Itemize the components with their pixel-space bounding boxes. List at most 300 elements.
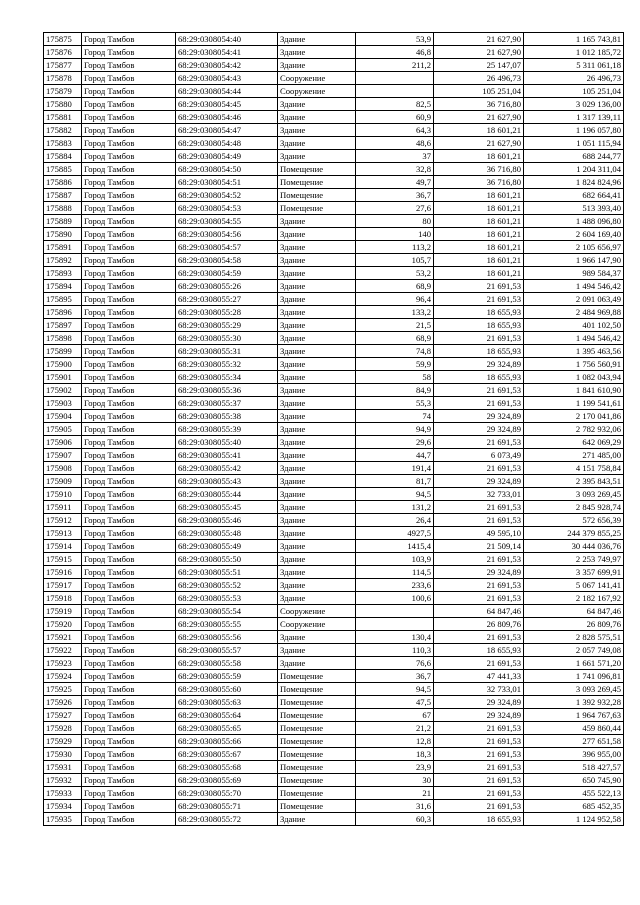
cadastral-number-cell: 68:29:0308055:52	[176, 579, 278, 592]
city-cell: Город Тамбов	[82, 98, 176, 111]
cadastral-value-cell: 1 082 043,94	[524, 371, 624, 384]
table-row	[44, 137, 624, 150]
area-cell: 32,8	[356, 163, 434, 176]
cadastral-number-cell: 68:29:0308055:57	[176, 644, 278, 657]
object-type-cell: Помещение	[278, 709, 356, 722]
cadastral-value-cell: 1 756 560,91	[524, 358, 624, 371]
cadastral-value-cell: 2 604 169,40	[524, 228, 624, 241]
area-cell: 53,9	[356, 33, 434, 46]
cadastral-value-cell: 2 253 749,97	[524, 553, 624, 566]
row-number-cell: 175926	[44, 696, 82, 709]
cadastral-value-cell: 2 782 932,06	[524, 423, 624, 436]
area-cell	[356, 72, 434, 85]
city-cell: Город Тамбов	[82, 46, 176, 59]
cadastral-number-cell: 68:29:0308055:70	[176, 787, 278, 800]
city-cell: Город Тамбов	[82, 176, 176, 189]
cadastral-number-cell: 68:29:0308054:58	[176, 254, 278, 267]
unit-cost-cell: 21 691,53	[434, 397, 524, 410]
row-number-cell: 175883	[44, 137, 82, 150]
object-type-cell: Здание	[278, 449, 356, 462]
cadastral-value-cell: 26 809,76	[524, 618, 624, 631]
row-number-cell: 175935	[44, 813, 82, 826]
row-number-cell: 175890	[44, 228, 82, 241]
cadastral-value-cell: 455 522,13	[524, 787, 624, 800]
row-number-cell: 175908	[44, 462, 82, 475]
cadastral-value-cell: 513 393,40	[524, 202, 624, 215]
unit-cost-cell: 6 073,49	[434, 449, 524, 462]
cadastral-number-cell: 68:29:0308054:49	[176, 150, 278, 163]
unit-cost-cell: 36 716,80	[434, 98, 524, 111]
row-number-cell: 175910	[44, 488, 82, 501]
unit-cost-cell: 29 324,89	[434, 696, 524, 709]
city-cell: Город Тамбов	[82, 475, 176, 488]
cadastral-value-cell: 1 196 057,80	[524, 124, 624, 137]
cadastral-number-cell: 68:29:0308055:59	[176, 670, 278, 683]
table-row	[44, 449, 624, 462]
city-cell: Город Тамбов	[82, 436, 176, 449]
unit-cost-cell: 18 601,21	[434, 150, 524, 163]
object-type-cell: Здание	[278, 384, 356, 397]
unit-cost-cell: 105 251,04	[434, 85, 524, 98]
cadastral-value-cell: 2 845 928,74	[524, 501, 624, 514]
unit-cost-cell: 21 691,53	[434, 436, 524, 449]
table-row	[44, 215, 624, 228]
object-type-cell: Сооружение	[278, 605, 356, 618]
cadastral-value-cell: 401 102,50	[524, 319, 624, 332]
cadastral-value-cell: 4 151 758,84	[524, 462, 624, 475]
row-number-cell: 175877	[44, 59, 82, 72]
row-number-cell: 175904	[44, 410, 82, 423]
object-type-cell: Здание	[278, 332, 356, 345]
table-row	[44, 189, 624, 202]
object-type-cell: Здание	[278, 553, 356, 566]
area-cell: 29,6	[356, 436, 434, 449]
area-cell: 68,9	[356, 332, 434, 345]
object-type-cell: Помещение	[278, 670, 356, 683]
row-number-cell: 175927	[44, 709, 82, 722]
object-type-cell: Здание	[278, 657, 356, 670]
area-cell: 131,2	[356, 501, 434, 514]
table-row	[44, 280, 624, 293]
object-type-cell: Помещение	[278, 683, 356, 696]
area-cell: 96,4	[356, 293, 434, 306]
cadastral-value-cell: 1 741 096,81	[524, 670, 624, 683]
area-cell: 48,6	[356, 137, 434, 150]
unit-cost-cell: 21 691,53	[434, 761, 524, 774]
object-type-cell: Здание	[278, 592, 356, 605]
city-cell: Город Тамбов	[82, 800, 176, 813]
unit-cost-cell: 26 496,73	[434, 72, 524, 85]
unit-cost-cell: 21 691,53	[434, 631, 524, 644]
cadastral-number-cell: 68:29:0308055:26	[176, 280, 278, 293]
unit-cost-cell: 29 324,89	[434, 358, 524, 371]
cadastral-number-cell: 68:29:0308054:48	[176, 137, 278, 150]
cadastral-number-cell: 68:29:0308055:55	[176, 618, 278, 631]
object-type-cell: Здание	[278, 46, 356, 59]
object-type-cell: Здание	[278, 371, 356, 384]
object-type-cell: Здание	[278, 436, 356, 449]
table-row	[44, 241, 624, 254]
table-row	[44, 176, 624, 189]
area-cell: 94,5	[356, 683, 434, 696]
cadastral-value-cell: 1 841 610,90	[524, 384, 624, 397]
area-cell: 81,7	[356, 475, 434, 488]
cadastral-value-cell: 1 012 185,72	[524, 46, 624, 59]
cadastral-value-cell: 1 165 743,81	[524, 33, 624, 46]
table-row	[44, 111, 624, 124]
unit-cost-cell: 21 691,53	[434, 657, 524, 670]
cadastral-number-cell: 68:29:0308055:72	[176, 813, 278, 826]
cadastral-value-cell: 1 124 952,58	[524, 813, 624, 826]
city-cell: Город Тамбов	[82, 111, 176, 124]
area-cell: 60,9	[356, 111, 434, 124]
unit-cost-cell: 21 691,53	[434, 748, 524, 761]
cadastral-value-cell: 989 584,37	[524, 267, 624, 280]
table-row	[44, 254, 624, 267]
area-cell: 49,7	[356, 176, 434, 189]
cadastral-value-cell: 459 860,44	[524, 722, 624, 735]
area-cell: 114,5	[356, 566, 434, 579]
object-type-cell: Здание	[278, 345, 356, 358]
table-row	[44, 72, 624, 85]
object-type-cell: Помещение	[278, 748, 356, 761]
cadastral-number-cell: 68:29:0308054:51	[176, 176, 278, 189]
object-type-cell: Здание	[278, 137, 356, 150]
cadastral-value-cell: 685 452,35	[524, 800, 624, 813]
cadastral-number-cell: 68:29:0308055:66	[176, 735, 278, 748]
area-cell	[356, 605, 434, 618]
city-cell: Город Тамбов	[82, 202, 176, 215]
cadastral-number-cell: 68:29:0308055:68	[176, 761, 278, 774]
table-row	[44, 150, 624, 163]
object-type-cell: Здание	[278, 410, 356, 423]
object-type-cell: Здание	[278, 98, 356, 111]
object-type-cell: Здание	[278, 475, 356, 488]
object-type-cell: Помещение	[278, 722, 356, 735]
cadastral-value-cell: 105 251,04	[524, 85, 624, 98]
cadastral-value-cell: 30 444 036,76	[524, 540, 624, 553]
row-number-cell: 175878	[44, 72, 82, 85]
cadastral-value-cell: 1 204 311,04	[524, 163, 624, 176]
unit-cost-cell: 21 691,53	[434, 280, 524, 293]
cadastral-number-cell: 68:29:0308054:52	[176, 189, 278, 202]
row-number-cell: 175911	[44, 501, 82, 514]
city-cell: Город Тамбов	[82, 527, 176, 540]
unit-cost-cell: 18 601,21	[434, 189, 524, 202]
unit-cost-cell: 18 655,93	[434, 345, 524, 358]
cadastral-value-cell: 2 182 167,92	[524, 592, 624, 605]
city-cell: Город Тамбов	[82, 553, 176, 566]
row-number-cell: 175915	[44, 553, 82, 566]
city-cell: Город Тамбов	[82, 813, 176, 826]
city-cell: Город Тамбов	[82, 722, 176, 735]
cadastral-number-cell: 68:29:0308055:39	[176, 423, 278, 436]
table-row	[44, 410, 624, 423]
table-row	[44, 735, 624, 748]
row-number-cell: 175921	[44, 631, 82, 644]
city-cell: Город Тамбов	[82, 618, 176, 631]
cadastral-number-cell: 68:29:0308055:40	[176, 436, 278, 449]
table-row	[44, 761, 624, 774]
unit-cost-cell: 21 691,53	[434, 722, 524, 735]
table-row	[44, 33, 624, 46]
city-cell: Город Тамбов	[82, 397, 176, 410]
cadastral-number-cell: 68:29:0308055:71	[176, 800, 278, 813]
area-cell: 82,5	[356, 98, 434, 111]
cadastral-number-cell: 68:29:0308055:51	[176, 566, 278, 579]
cadastral-number-cell: 68:29:0308055:32	[176, 358, 278, 371]
cadastral-value-cell: 64 847,46	[524, 605, 624, 618]
row-number-cell: 175879	[44, 85, 82, 98]
unit-cost-cell: 18 655,93	[434, 813, 524, 826]
city-cell: Город Тамбов	[82, 358, 176, 371]
row-number-cell: 175930	[44, 748, 82, 761]
unit-cost-cell: 21 691,53	[434, 579, 524, 592]
cadastral-number-cell: 68:29:0308054:42	[176, 59, 278, 72]
unit-cost-cell: 21 691,53	[434, 553, 524, 566]
row-number-cell: 175891	[44, 241, 82, 254]
area-cell: 23,9	[356, 761, 434, 774]
city-cell: Город Тамбов	[82, 644, 176, 657]
area-cell: 37	[356, 150, 434, 163]
object-type-cell: Помещение	[278, 696, 356, 709]
city-cell: Город Тамбов	[82, 215, 176, 228]
cadastral-number-cell: 68:29:0308055:38	[176, 410, 278, 423]
area-cell: 133,2	[356, 306, 434, 319]
row-number-cell: 175932	[44, 774, 82, 787]
cadastral-number-cell: 68:29:0308055:29	[176, 319, 278, 332]
city-cell: Город Тамбов	[82, 462, 176, 475]
cadastral-number-cell: 68:29:0308055:69	[176, 774, 278, 787]
cadastral-number-cell: 68:29:0308055:58	[176, 657, 278, 670]
object-type-cell: Здание	[278, 215, 356, 228]
table-row	[44, 592, 624, 605]
table-row	[44, 423, 624, 436]
row-number-cell: 175900	[44, 358, 82, 371]
table-row	[44, 683, 624, 696]
object-type-cell: Здание	[278, 280, 356, 293]
table-row	[44, 371, 624, 384]
table-row	[44, 527, 624, 540]
city-cell: Город Тамбов	[82, 293, 176, 306]
area-cell: 4927,5	[356, 527, 434, 540]
table-row	[44, 722, 624, 735]
table-row	[44, 657, 624, 670]
unit-cost-cell: 18 601,21	[434, 267, 524, 280]
cadastral-number-cell: 68:29:0308055:28	[176, 306, 278, 319]
unit-cost-cell: 21 691,53	[434, 514, 524, 527]
city-cell: Город Тамбов	[82, 631, 176, 644]
unit-cost-cell: 21 691,53	[434, 800, 524, 813]
cadastral-value-cell: 2 395 843,51	[524, 475, 624, 488]
row-number-cell: 175917	[44, 579, 82, 592]
unit-cost-cell: 32 733,01	[434, 683, 524, 696]
cadastral-value-cell: 1 966 147,90	[524, 254, 624, 267]
object-type-cell: Здание	[278, 423, 356, 436]
object-type-cell: Здание	[278, 540, 356, 553]
area-cell: 110,3	[356, 644, 434, 657]
row-number-cell: 175881	[44, 111, 82, 124]
table-row	[44, 345, 624, 358]
city-cell: Город Тамбов	[82, 787, 176, 800]
table-row	[44, 501, 624, 514]
row-number-cell: 175914	[44, 540, 82, 553]
table-row	[44, 813, 624, 826]
unit-cost-cell: 18 655,93	[434, 306, 524, 319]
area-cell: 100,6	[356, 592, 434, 605]
row-number-cell: 175882	[44, 124, 82, 137]
cadastral-number-cell: 68:29:0308055:43	[176, 475, 278, 488]
cadastral-value-cell: 3 029 136,00	[524, 98, 624, 111]
unit-cost-cell: 36 716,80	[434, 163, 524, 176]
object-type-cell: Здание	[278, 228, 356, 241]
cadastral-value-cell: 572 656,39	[524, 514, 624, 527]
city-cell: Город Тамбов	[82, 761, 176, 774]
object-type-cell: Помещение	[278, 735, 356, 748]
cadastral-value-cell: 688 244,77	[524, 150, 624, 163]
city-cell: Город Тамбов	[82, 696, 176, 709]
area-cell: 103,9	[356, 553, 434, 566]
city-cell: Город Тамбов	[82, 670, 176, 683]
object-type-cell: Помещение	[278, 800, 356, 813]
cadastral-number-cell: 68:29:0308055:42	[176, 462, 278, 475]
area-cell: 36,7	[356, 189, 434, 202]
area-cell: 130,4	[356, 631, 434, 644]
table-row	[44, 800, 624, 813]
city-cell: Город Тамбов	[82, 683, 176, 696]
row-number-cell: 175897	[44, 319, 82, 332]
row-number-cell: 175929	[44, 735, 82, 748]
cadastral-value-cell: 518 427,57	[524, 761, 624, 774]
unit-cost-cell: 18 601,21	[434, 228, 524, 241]
row-number-cell: 175905	[44, 423, 82, 436]
object-type-cell: Здание	[278, 358, 356, 371]
unit-cost-cell: 18 601,21	[434, 254, 524, 267]
area-cell	[356, 85, 434, 98]
table-row	[44, 579, 624, 592]
object-type-cell: Здание	[278, 267, 356, 280]
cadastral-number-cell: 68:29:0308054:59	[176, 267, 278, 280]
object-type-cell: Здание	[278, 59, 356, 72]
object-type-cell: Помещение	[278, 774, 356, 787]
unit-cost-cell: 21 691,53	[434, 462, 524, 475]
area-cell: 1415,4	[356, 540, 434, 553]
table-row	[44, 475, 624, 488]
cadastral-number-cell: 68:29:0308055:31	[176, 345, 278, 358]
area-cell: 140	[356, 228, 434, 241]
cadastral-number-cell: 68:29:0308054:40	[176, 33, 278, 46]
area-cell: 44,7	[356, 449, 434, 462]
object-type-cell: Здание	[278, 501, 356, 514]
object-type-cell: Здание	[278, 293, 356, 306]
city-cell: Город Тамбов	[82, 124, 176, 137]
row-number-cell: 175928	[44, 722, 82, 735]
area-cell: 191,4	[356, 462, 434, 475]
city-cell: Город Тамбов	[82, 579, 176, 592]
area-cell: 18,3	[356, 748, 434, 761]
area-cell: 67	[356, 709, 434, 722]
row-number-cell: 175901	[44, 371, 82, 384]
row-number-cell: 175896	[44, 306, 82, 319]
cadastral-number-cell: 68:29:0308055:45	[176, 501, 278, 514]
table-row	[44, 202, 624, 215]
object-type-cell: Здание	[278, 631, 356, 644]
table-row	[44, 124, 624, 137]
cadastral-value-cell: 642 069,29	[524, 436, 624, 449]
unit-cost-cell: 21 627,90	[434, 33, 524, 46]
cadastral-number-cell: 68:29:0308055:30	[176, 332, 278, 345]
city-cell: Город Тамбов	[82, 501, 176, 514]
city-cell: Город Тамбов	[82, 189, 176, 202]
unit-cost-cell: 29 324,89	[434, 566, 524, 579]
area-cell: 58	[356, 371, 434, 384]
object-type-cell: Здание	[278, 462, 356, 475]
city-cell: Город Тамбов	[82, 33, 176, 46]
unit-cost-cell: 18 655,93	[434, 371, 524, 384]
cadastral-value-cell: 1 488 096,80	[524, 215, 624, 228]
row-number-cell: 175880	[44, 98, 82, 111]
table-row	[44, 397, 624, 410]
cadastral-value-cell: 2 091 063,49	[524, 293, 624, 306]
cadastral-number-cell: 68:29:0308055:44	[176, 488, 278, 501]
row-number-cell: 175903	[44, 397, 82, 410]
area-cell: 211,2	[356, 59, 434, 72]
table-row	[44, 774, 624, 787]
area-cell: 64,3	[356, 124, 434, 137]
unit-cost-cell: 64 847,46	[434, 605, 524, 618]
cadastral-number-cell: 68:29:0308054:53	[176, 202, 278, 215]
cadastral-number-cell: 68:29:0308054:44	[176, 85, 278, 98]
table-row	[44, 748, 624, 761]
unit-cost-cell: 18 601,21	[434, 215, 524, 228]
cadastral-value-cell: 1 395 463,56	[524, 345, 624, 358]
table-row	[44, 98, 624, 111]
city-cell: Город Тамбов	[82, 163, 176, 176]
area-cell: 21,2	[356, 722, 434, 735]
cadastral-number-cell: 68:29:0308055:36	[176, 384, 278, 397]
table-row	[44, 267, 624, 280]
city-cell: Город Тамбов	[82, 592, 176, 605]
unit-cost-cell: 29 324,89	[434, 709, 524, 722]
cadastral-number-cell: 68:29:0308055:27	[176, 293, 278, 306]
table-row	[44, 553, 624, 566]
unit-cost-cell: 18 655,93	[434, 644, 524, 657]
area-cell: 31,6	[356, 800, 434, 813]
cadastral-value-cell: 396 955,00	[524, 748, 624, 761]
row-number-cell: 175918	[44, 592, 82, 605]
table-row	[44, 514, 624, 527]
unit-cost-cell: 21 691,53	[434, 774, 524, 787]
cadastral-number-cell: 68:29:0308055:56	[176, 631, 278, 644]
unit-cost-cell: 29 324,89	[434, 423, 524, 436]
city-cell: Город Тамбов	[82, 423, 176, 436]
table-row	[44, 85, 624, 98]
city-cell: Город Тамбов	[82, 488, 176, 501]
row-number-cell: 175888	[44, 202, 82, 215]
city-cell: Город Тамбов	[82, 345, 176, 358]
cadastral-number-cell: 68:29:0308054:47	[176, 124, 278, 137]
object-type-cell: Здание	[278, 124, 356, 137]
city-cell: Город Тамбов	[82, 306, 176, 319]
object-type-cell: Помещение	[278, 202, 356, 215]
cadastral-value-cell: 3 093 269,45	[524, 683, 624, 696]
object-type-cell: Помещение	[278, 163, 356, 176]
cadastral-number-cell: 68:29:0308055:34	[176, 371, 278, 384]
object-type-cell: Здание	[278, 33, 356, 46]
object-type-cell: Здание	[278, 254, 356, 267]
unit-cost-cell: 21 691,53	[434, 501, 524, 514]
table-row	[44, 319, 624, 332]
